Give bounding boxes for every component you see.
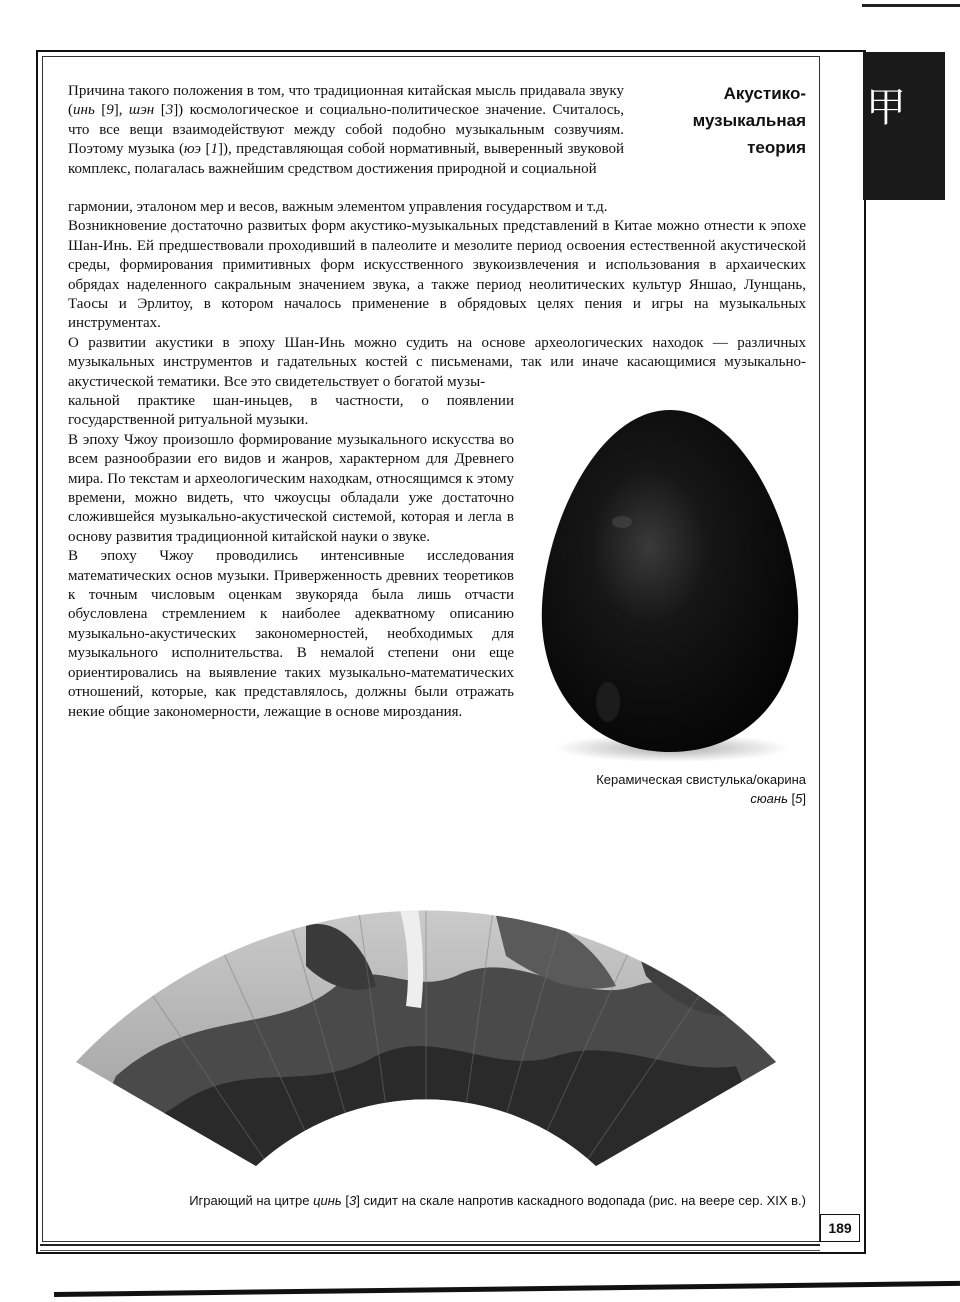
fan-caption: Играющий на цитре цинь [3] сидит на скале напротив каскадного водопада (рис. на веере сер. XIX в.) bbox=[189, 1193, 806, 1208]
scan-edge-line bbox=[54, 1281, 960, 1297]
paragraph-1-end: гармонии, эталоном мер и весов, важным элементом управления государством и т.д. bbox=[68, 199, 608, 215]
ocarina-caption-line1: Керамическая свистулька/окарина bbox=[596, 772, 806, 787]
bottom-rule-2 bbox=[40, 1250, 820, 1251]
paragraph-2: Возникновение достаточно развитых форм акустико-музыкальных представлений в Китае можно отнести к эпохе Шан-Инь. Ей предшествовали проходивший в палеолите и мезолите период освоения естественной акустической среды, формирования примитивных форм искусственного звукоизвлечения и использования в архаических обрядах наделенного сакральным значением звука, а также период неолитических культур Яншао, Лунщань, Таосы и Эрлитоу, в котором началось применение в обрядовых целях пения и игры на музыкальных инструментах. bbox=[68, 218, 806, 332]
section-heading-line3: теория bbox=[747, 138, 806, 157]
ocarina-caption-line2: сюань [5] bbox=[750, 791, 806, 806]
paragraph-3-end: кальной практике шан-иньцев, в частности, о появлении государственной ритуальной музыки. bbox=[68, 393, 514, 429]
paragraph-1: Причина такого положения в том, что традиционная китайская мысль придавала звуку (инь [9], шэн [3]) космологическое и социально-политическое значение. Считалось, что все вещи взаимодействуют между собой подобно музыкальным созвучиям. Поэтому музыка (юэ [1]), представляющая собой нормативный, выверенный звуковой комплекс, полагалась важнейшим средством достижения природной и социальной bbox=[68, 83, 624, 177]
paragraph-5: В эпоху Чжоу проводились интенсивные исследования математических основ музыки. Приверженность древних теоретиков к точным числовым оценкам звукоряда была лишь отчасти обусловлена стремлением к наиболее адекватному описанию музыкально-акустических закономерностей, необходимых для музыкального исполнительства. В немалой степени они еще ориентировались на выявление таких музыкально-математических отношений, которые, как представлялось, должны были отражать некие общие закономерности, лежащие в основе мироздания. bbox=[68, 548, 514, 720]
paragraph-3-wide: О развитии акустики в эпоху Шан-Инь можно судить на основе археологических находок — различных музыкальных инструментов и гадательных костей с письменами, так или иначе касающимися музыкально-акустической тематики. Все это свидетельствует о богатой музы- bbox=[68, 334, 806, 390]
ocarina-photo bbox=[530, 402, 810, 764]
chapter-tab-glyph: 甲 bbox=[866, 85, 906, 131]
section-heading bbox=[640, 80, 806, 161]
top-rule bbox=[862, 4, 960, 7]
narrow-text-block bbox=[68, 392, 514, 722]
wide-text-block bbox=[68, 198, 806, 392]
fan-painting bbox=[76, 836, 776, 1168]
section-heading-line2: музыкальная bbox=[692, 111, 806, 130]
bottom-rule-1 bbox=[40, 1244, 820, 1246]
paragraph-4: В эпоху Чжоу произошло формирование музыкального искусства во всем разнообразии его видов и жанров, характерном для Древнего мира. По текстам и археологическим находкам, относящимся к этому времени, можно видеть, что чжоусцы обладали уже достаточно сложившейся музыкально-акустической системой, которая и легла в основу развития традиционной китайской науки о звуке. bbox=[68, 431, 514, 545]
section-heading-line1: Акустико- bbox=[723, 84, 806, 103]
page-number: 189 bbox=[820, 1214, 860, 1242]
ocarina-caption bbox=[530, 770, 806, 808]
